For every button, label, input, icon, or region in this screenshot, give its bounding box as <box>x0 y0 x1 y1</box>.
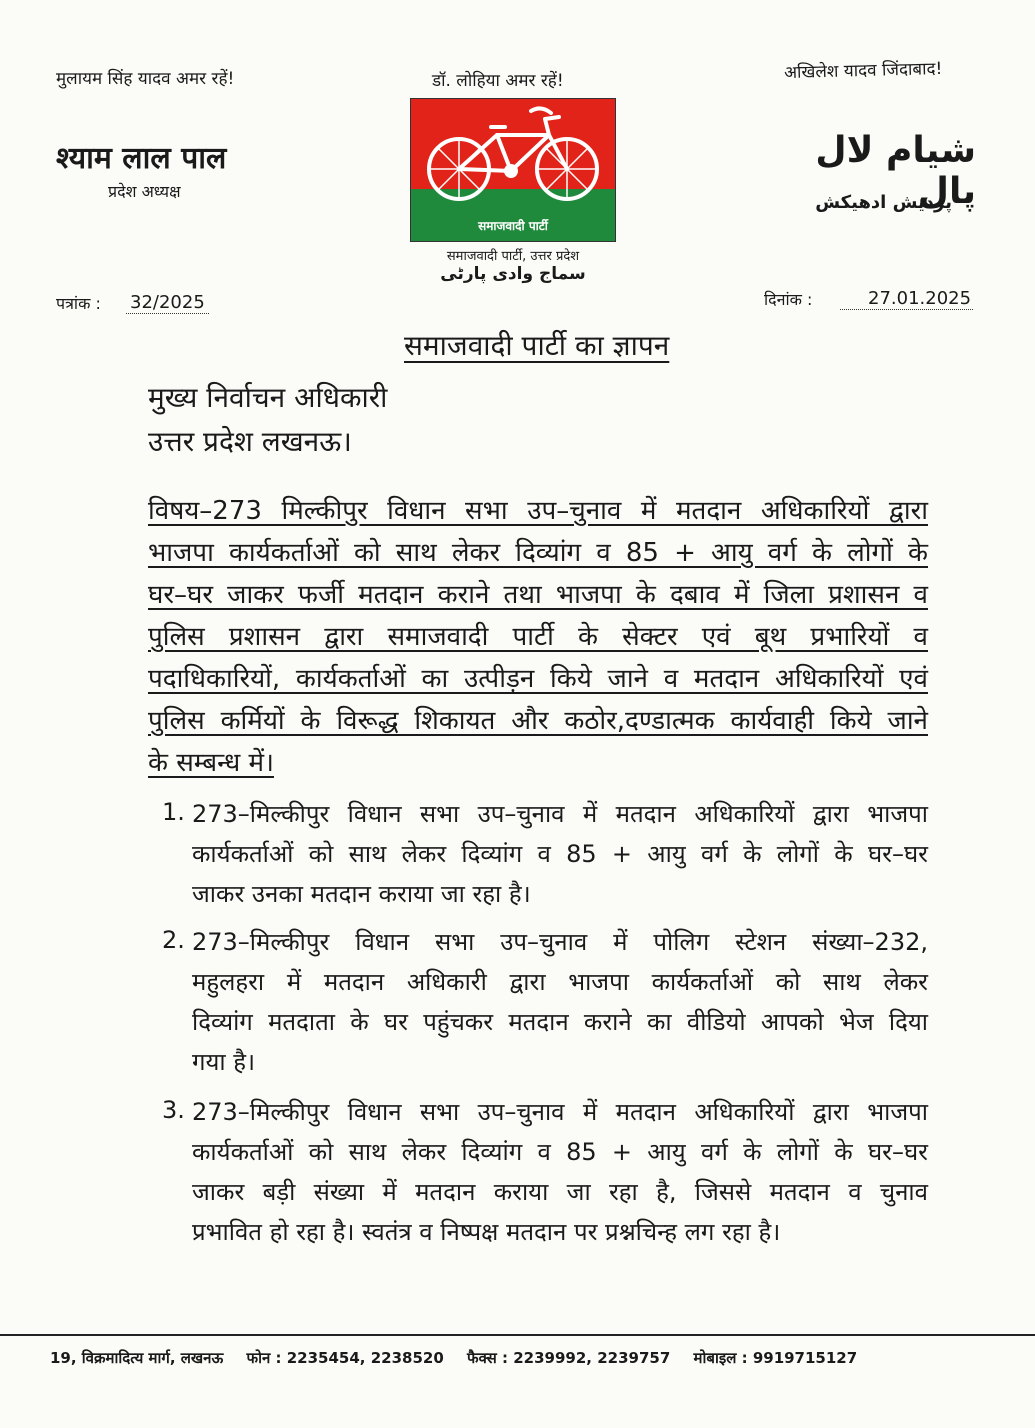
footer-divider <box>0 1334 1035 1336</box>
sender-designation-urdu: پردیش ادھیکش <box>815 192 952 213</box>
item-line: महुलहरा में मतदान अधिकारी द्वारा भाजपा कार्यकर्ताओं को साथ लेकर <box>192 968 928 996</box>
subject-line: विषय–273 मिल्कीपुर विधान सभा उप–चुनाव में मतदान अधिकारियों द्वारा <box>148 496 928 526</box>
logo-label: समाजवादी पार्टी <box>478 219 548 233</box>
subject-line: भाजपा कार्यकर्ताओं को साथ लेकर दिव्यांग व 85 + आयु वर्ग के लोगों के <box>148 538 928 568</box>
party-urdu-caption: سماج وادی پارٹی <box>440 264 586 284</box>
subject-line: के सम्बन्ध में। <box>148 748 274 778</box>
footer-address: 19, विक्रमादित्य मार्ग, लखनऊ <box>50 1349 224 1367</box>
item-line: 273–मिल्कीपुर विधान सभा उप–चुनाव में मतदान अधिकारियों द्वारा भाजपा <box>192 1098 928 1126</box>
item-line: 273–मिल्कीपुर विधान सभा उप–चुनाव में मतदान अधिकारियों द्वारा भाजपा <box>192 800 928 828</box>
item-number: 3. <box>162 1096 185 1124</box>
bicycle-icon <box>419 105 607 209</box>
slogan-left: मुलायम सिंह यादव अमर रहें! <box>56 69 235 89</box>
sender-name-urdu: شیام لال پال <box>815 130 976 212</box>
item-line: गया है। <box>192 1048 256 1076</box>
item-line: दिव्यांग मतदाता के घर पहुंचकर मतदान कराने का वीडियो आपको भेज दिया <box>192 1008 928 1036</box>
subject-line: पुलिस कर्मियों के विरूद्ध शिकायत और कठोर,दण्डात्मक कार्यवाही किये जाने <box>148 706 928 736</box>
item-line: कार्यकर्ताओं को साथ लेकर दिव्यांग व 85 + आयु वर्ग के लोगों के घर–घर <box>192 1138 928 1166</box>
item-line: प्रभावित हो रहा है। स्वतंत्र व निष्पक्ष मतदान पर प्रश्नचिन्ह लग रहा है। <box>192 1218 781 1246</box>
reference-label: पत्रांक : <box>56 294 101 313</box>
item-line: 273–मिल्कीपुर विधान सभा उप–चुनाव में पोलिग स्टेशन संख्या–232, <box>192 928 928 956</box>
subject-line: पदाधिकारियों, कार्यकर्ताओं का उत्पीड़न किये जाने व मतदान अधिकारियों एवं <box>148 664 928 694</box>
slogan-right: अखिलेश यादव जिंदाबाद! <box>783 58 943 84</box>
footer-mobile: मोबाइल : 9919715127 <box>693 1349 858 1367</box>
item-line: जाकर बड़ी संख्या में मतदान कराया जा रहा है, जिससे मतदान व चुनाव <box>192 1178 928 1206</box>
date-label: दिनांक : <box>764 290 813 309</box>
sender-designation-hindi: प्रदेश अध्यक्ष <box>108 182 181 201</box>
memo-title: समाजवादी पार्टी का ज्ञापन <box>404 329 670 362</box>
footer-fax: फैक्स : 2239992, 2239757 <box>467 1349 671 1367</box>
date-value: 27.01.2025 <box>840 288 973 310</box>
item-line: जाकर उनका मतदान कराया जा रहा है। <box>192 880 531 908</box>
footer-contact <box>50 1348 875 1368</box>
subject-line: पुलिस प्रशासन द्वारा समाजवादी पार्टी के सेक्टर एवं बूथ प्रभारियों व <box>148 622 928 652</box>
footer-phone: फोन : 2235454, 2238520 <box>246 1349 444 1367</box>
item-line: कार्यकर्ताओं को साथ लेकर दिव्यांग व 85 + आयु वर्ग के लोगों के घर–घर <box>192 840 928 868</box>
sender-name-hindi: श्याम लाल पाल <box>56 141 227 176</box>
item-number: 1. <box>162 798 185 826</box>
subject-line: घर–घर जाकर फर्जी मतदान कराने तथा भाजपा के दबाव में जिला प्रशासन व <box>148 580 928 610</box>
party-state-caption: समाजवादी पार्टी, उत्तर प्रदेश <box>446 249 580 264</box>
slogan-center: डॉ. लोहिया अमर रहें! <box>432 71 564 91</box>
item-number: 2. <box>162 926 185 954</box>
addressee-line: मुख्य निर्वाचन अधिकारी <box>148 381 388 414</box>
addressee-line: उत्तर प्रदेश लखनऊ। <box>148 425 352 458</box>
party-logo <box>410 98 616 242</box>
reference-number: 32/2025 <box>126 292 209 314</box>
